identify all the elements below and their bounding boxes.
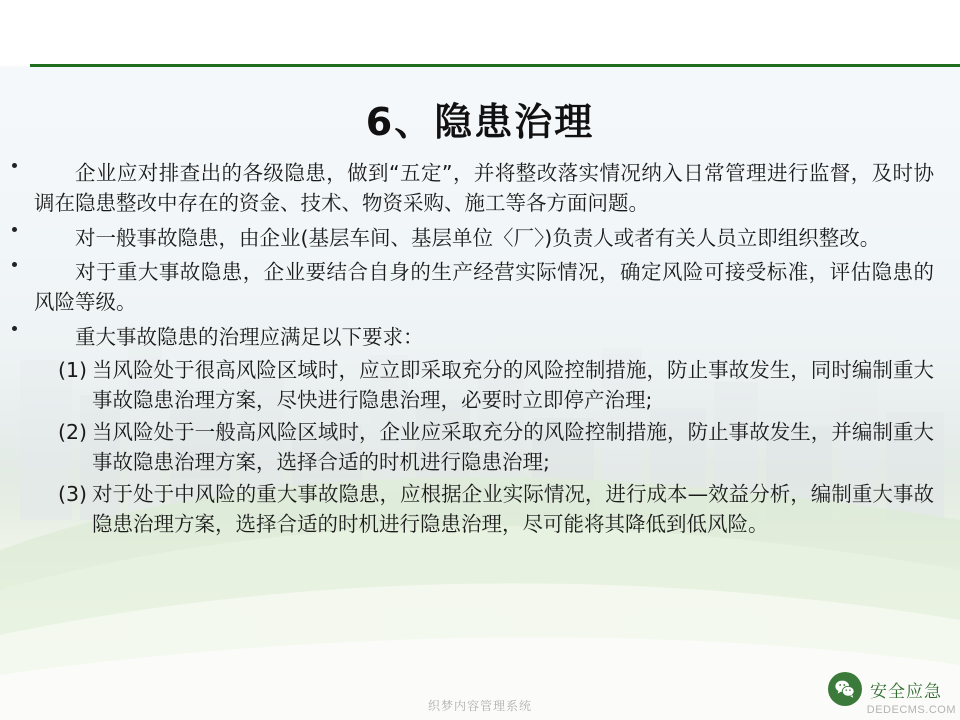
bullet-dot-icon (12, 326, 17, 331)
list-item-text: 企业应对排查出的各级隐患，做到“五定”，并将整改落实情况纳入日常管理进行监督，及时协调在隐患整改中存在的资金、技术、物资采购、施工等各方面问题。 (34, 161, 934, 216)
list-item-text: 重大事故隐患的治理应满足以下要求： (75, 324, 424, 349)
wechat-account-badge (828, 672, 942, 706)
header-band (0, 0, 960, 66)
sub-list (58, 356, 934, 540)
sub-list-item (58, 356, 934, 416)
sub-list-item-text: 对于处于中风险的重大事故隐患，应根据企业实际情况，进行成本—效益分析，编制重大事故隐患治理方案，选择合适的时机进行隐患治理，尽可能将其降低到低风险。 (92, 481, 934, 536)
bullet-dot-icon (12, 227, 17, 232)
watermark-center: 织梦内容管理系统 (427, 699, 533, 713)
list-item (4, 158, 934, 219)
sub-list-item (58, 418, 934, 478)
sub-list-item (58, 480, 934, 540)
list-item (4, 322, 934, 352)
list-item-text: 对于重大事故隐患，企业要结合自身的生产经营实际情况，确定风险可接受标准，评估隐患的风险等级。 (34, 259, 934, 315)
sub-list-item-marker: (3) (58, 481, 88, 506)
list-item-text: 对一般事故隐患，由企业(基层车间、基层单位〈厂〉)负责人或者有关人员立即组织整改。 (75, 225, 881, 250)
slide-content (0, 66, 960, 720)
sub-list-item-marker: (2) (58, 419, 88, 444)
watermark-right: DEDECMS.COM (866, 704, 956, 716)
wechat-icon (828, 672, 862, 706)
sub-list-item-marker: (1) (58, 357, 88, 382)
sub-list-item-text: 当风险处于一般高风险区域时，企业应采取充分的风险控制措施，防止事故发生，并编制重大事故隐患治理方案，选择合适的时机进行隐患治理; (92, 419, 934, 474)
body-list (0, 158, 960, 542)
bullet-dot-icon (12, 262, 17, 267)
sub-list-item-text: 当风险处于很高风险区域时，应立即采取充分的风险控制措施，防止事故发生，同时编制重大事故隐患治理方案，尽快进行隐患治理，必要时立即停产治理; (92, 357, 934, 412)
bullet-dot-icon (12, 163, 17, 168)
page-title: 6、隐患治理 (365, 100, 595, 144)
list-item (4, 223, 934, 253)
list-item (4, 257, 934, 318)
wechat-account-name: 安全应急 (870, 681, 942, 702)
